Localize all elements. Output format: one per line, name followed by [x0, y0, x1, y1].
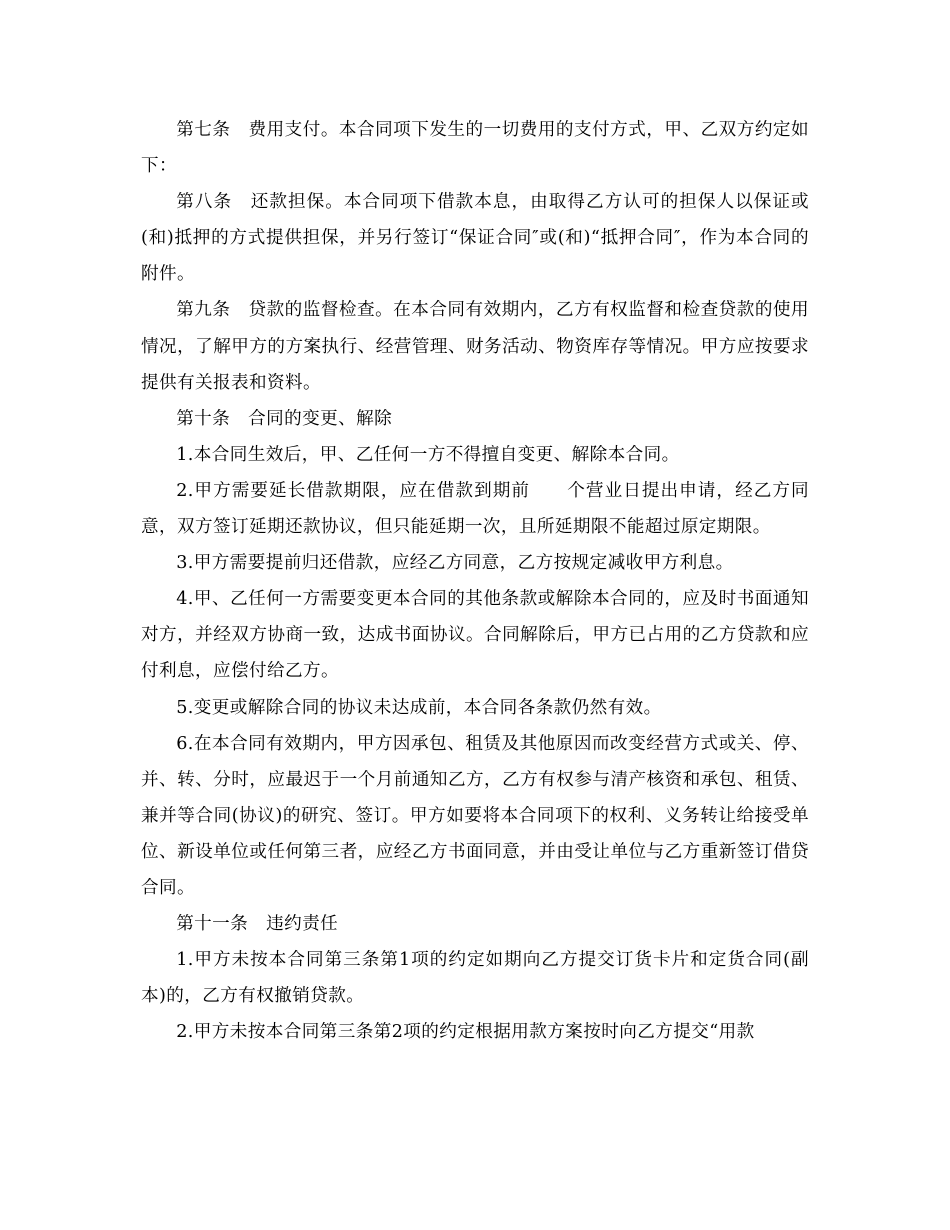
article-10-item-5: 5.变更或解除合同的协议未达成前，本合同各条款仍然有效。: [176, 697, 662, 718]
article-10-item-4: 4.甲、乙任何一方需要变更本合同的其他条款或解除本合同的，应及时书面通知对方，并经双方协商一致，达成书面协议。合同解除后，甲方已占用的乙方贷款和应付利息，应偿付给乙方。: [141, 589, 809, 682]
article-10-item-3: 3.甲方需要提前归还借款，应经乙方同意，乙方按规定减收甲方利息。: [176, 553, 734, 574]
article-11-item-1: 1.甲方未按本合同第三条第1项的约定如期向乙方提交订货卡片和定货合同(副本)的，乙方有权撤销贷款。: [141, 950, 809, 1007]
article-11-item-2: 2.甲方未按本合同第三条第2项的约定根据用款方案按时向乙方提交“用款: [176, 1022, 755, 1043]
article-11-heading: 第十一条 违约责任: [176, 914, 339, 935]
article-10-item-1: 1.本合同生效后，甲、乙任何一方不得擅自变更、解除本合同。: [176, 444, 680, 465]
article-10-heading: 第十条 合同的变更、解除: [176, 408, 393, 429]
article-10-item-2: 2.甲方需要延长借款期限，应在借款到期前 个营业日提出申请，经乙方同意，双方签订延期还款协议，但只能延期一次，且所延期限不能超过原定期限。: [141, 480, 809, 538]
article-7-paragraph: 第七条 费用支付。本合同项下发生的一切费用的支付方式，甲、乙双方约定如下：: [141, 120, 809, 177]
document-body: [141, 112, 809, 1050]
article-9-paragraph: 第九条 贷款的监督检查。在本合同有效期内，乙方有权监督和检查贷款的使用情况，了解甲方的方案执行、经营管理、财务活动、物资库存等情况。甲方应按要求提供有关报表和资料。: [141, 300, 809, 393]
article-8-paragraph: 第八条 还款担保。本合同项下借款本息，由取得乙方认可的担保人以保证或(和)抵押的方式提供担保，并另行签订“保证合同″或(和)“抵押合同″，作为本合同的附件。: [141, 192, 809, 285]
article-10-item-6: 6.在本合同有效期内，甲方因承包、租赁及其他原因而改变经营方式或关、停、并、转、分时，应最迟于一个月前通知乙方，乙方有权参与清产核资和承包、租赁、兼并等合同(协议)的研究、签订。甲方如要将本合同项下的权利、义务转让给接受单位、新设单位或任何第三者，应经乙方书面同意，并由受让单位与乙方重新签订借贷合同。: [141, 733, 809, 898]
